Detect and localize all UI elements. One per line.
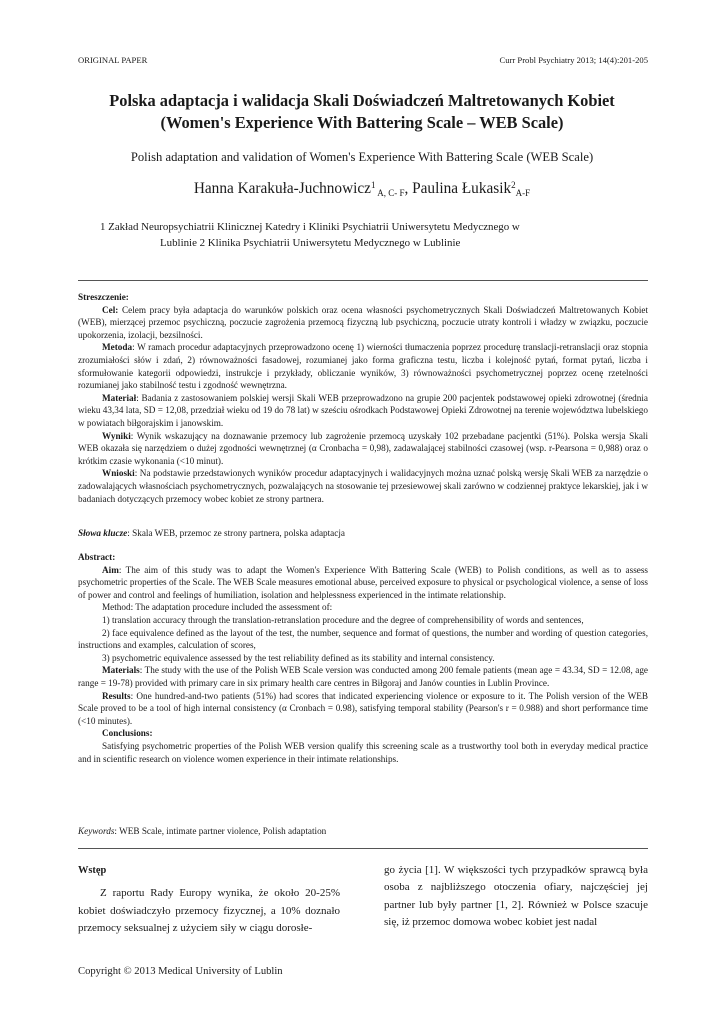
affiliation-line-1: 1 Zakład Neuropsychiatrii Klinicznej Katedry i Kliniki Psychiatrii Uniwersytetu Medycznego w	[100, 221, 520, 233]
wnioski-paragraph: Wnioski: Na podstawie przedstawionych wyników procedur adaptacyjnych i walidacyjnych można uznać polską wersję Skali WEB za narzędzie o zadowalających własnościach psychometrycznych, pozwalających na stosowanie tej przesiewowej skali zarówno w codziennej praktyce lekarskiej, jak i w badaniach dotyczących przemocy wobec kobiet ze strony partnera.	[78, 468, 648, 504]
title-line-1: Polska adaptacja i walidacja Skali Doświadczeń Maltretowanych Kobiet	[109, 91, 615, 110]
author-list	[60, 180, 664, 198]
author-2-roles: A-F	[515, 188, 531, 198]
author-1-roles: A, C- F	[375, 188, 405, 198]
divider-top	[78, 280, 648, 281]
author-2-name: Paulina Łukasik	[412, 180, 512, 197]
journal-citation: Curr Probl Psychiatry 2013; 14(4):201-205	[499, 55, 648, 65]
english-keywords: Keywords: WEB Scale, intimate partner violence, Polish adaptation	[78, 826, 327, 836]
metoda-paragraph: Metoda: W ramach procedur adaptacyjnych przeprowadzono ocenę 1) wierności tłumaczenia poprzez procedurę translacji-retranslacji oraz stopnia zrozumiałości słów i zdań, 2) równoważności fasadowej, rozumianej jako forma graficzna testu, liczba i kolejność pytań, format pytań, liczba i sformułowanie kategorii odpowiedzi, instrukcje i przykłady, obliczanie wyników, 3) równoważności psychometrycznej poprzez ocenę rzetelności rozumianej jako stabilność testu i zgodność wewnętrzna.	[78, 342, 648, 391]
title-line-2: (Women's Experience With Battering Scale – WEB Scale)	[160, 113, 564, 132]
intro-paragraph-right: go życia [1]. W większości tych przypadków sprawcą była osoba z najbliższego otoczenia ofiary, najczęściej jej partner lub były partner [1, 2]. Również w Polsce szacuje się, iż przemoc domowa wobec kobiet jest nadal	[384, 864, 648, 929]
method-item-2: 2) face equivalence defined as the layout of the test, the number, sequence and format of questions, the number and wording of question categories, instructions and examples, calculation of scores,	[78, 627, 648, 651]
polish-keywords: Słowa klucze: Skala WEB, przemoc ze strony partnera, polska adaptacja	[78, 528, 345, 538]
author-2-affil: 2	[511, 180, 516, 190]
article-type: ORIGINAL PAPER	[78, 55, 148, 65]
english-title: Polish adaptation and validation of Women's Experience With Battering Scale (WEB Scale)	[130, 150, 594, 164]
materials-paragraph: Materials: The study with the use of the Polish WEB Scale version was conducted among 200 female patients (mean age = 43.34, SD = 12.08, age range = 19-78) provided with primary care in six primary health care centres in Biłgoraj and Janów counties in Lublin Province.	[78, 665, 648, 688]
affiliations	[100, 219, 560, 251]
author-1-name: Hanna Karakuła-Juchnowicz	[193, 180, 371, 197]
abstract-heading: Abstract:	[78, 552, 116, 562]
body-right-column	[384, 862, 648, 932]
conclusions-heading: Conclusions:	[102, 728, 153, 739]
divider-bottom	[78, 848, 648, 849]
method-item-1: 1) translation accuracy through the translation-retranslation procedure and the degree of comprehensibility of words and sentences,	[102, 614, 584, 625]
results-paragraph: Results: One hundred-and-two patients (51%) had scores that indicated experiencing violence or exposure to it. The Polish version of the WEB Scale proved to be a tool of high internal consistency (α Cronbach = 0.98), satisfying temporal stability (Pearson's r = 0.988) and short performance time (<10 minutes).	[78, 690, 648, 726]
method-paragraph: Method: The adaptation procedure included the assessment of:	[102, 602, 333, 613]
intro-paragraph-left: Z raportu Rady Europy wynika, że około 20-25% kobiet doświadczyło przemocy fizycznej, a 10% doznało przemocy seksualnej z użyciem siły w ciągu dorosłe-	[78, 887, 340, 935]
polish-abstract	[78, 291, 648, 505]
cel-paragraph: Cel: Celem pracy była adaptacja do warunków polskich oraz ocena własności psychometrycznych Skali Doświadczeń Maltretowanych Kobiet (WEB), mierzącej przemoc psychiczną, poczucie zagrożenia przemocą fizyczną lub psychiczną, poczucie utraty kontroli i władzy w związku, poczucie upokorzenia, izolacji, bezsilności.	[78, 304, 648, 340]
conclusions-paragraph: Satisfying psychometric properties of the Polish WEB version qualify this screening scale as a trustworthy tool both in everyday medical practice and in scientific research on violence women experience in their intimate relationships.	[78, 740, 648, 764]
affiliation-line-2: Lublinie 2 Klinika Psychiatrii Uniwersytetu Medycznego w Lublinie	[160, 237, 461, 249]
running-header	[78, 55, 648, 65]
english-abstract	[78, 551, 648, 765]
page-title	[60, 90, 664, 134]
material-paragraph: Materiał: Badania z zastosowaniem polskiej wersji Skali WEB przeprowadzono na grupie 200 pacjentek podstawowej opieki zdrowotnej (średnia wieku 43,34 lata, SD = 12,08, przedział wieku od 19 do 78 lat) w sześciu ośrodkach Podstawowej Opieki Zdrowotnej na terenie województwa lubelskiego w powiatach biłgorajskim i janowskim.	[78, 392, 648, 428]
copyright-footer: Copyright © 2013 Medical University of Lublin	[78, 966, 283, 977]
author-separator: ,	[404, 180, 413, 197]
streszczenie-heading: Streszczenie:	[78, 292, 129, 302]
method-item-3: 3) psychometric equivalence assessed by the test reliability defined as its stability and internal consistency.	[102, 652, 495, 663]
aim-paragraph: Aim: The aim of this study was to adapt the Women's Experience With Battering Scale (WEB) to Polish conditions, as well as to assess psychometric properties of the Scale. The WEB Scale measures emotional abuse, perceived exposure to physical or psychological violence, a sense of loss of power and control and feelings of humiliation, isolation and helplessness experienced in the intimate relationship.	[78, 564, 648, 600]
author-1-affil: 1	[370, 180, 376, 190]
wyniki-paragraph: Wyniki: Wynik wskazujący na doznawanie przemocy lub zagrożenie przemocą uzyskały 102 przebadane pacjentki (51%). Polska wersja Skali WEB okazała się narzędziem o dużej zgodności wewnętrznej (α Cronbacha = 0,98), zadawalającej stabilności czasowej (wsp. r-Pearsona = 0,988) oraz o krótkim czasie wykonania (<10 minut).	[78, 430, 648, 466]
section-heading: Wstęp	[78, 865, 107, 876]
body-left-column	[78, 862, 340, 938]
